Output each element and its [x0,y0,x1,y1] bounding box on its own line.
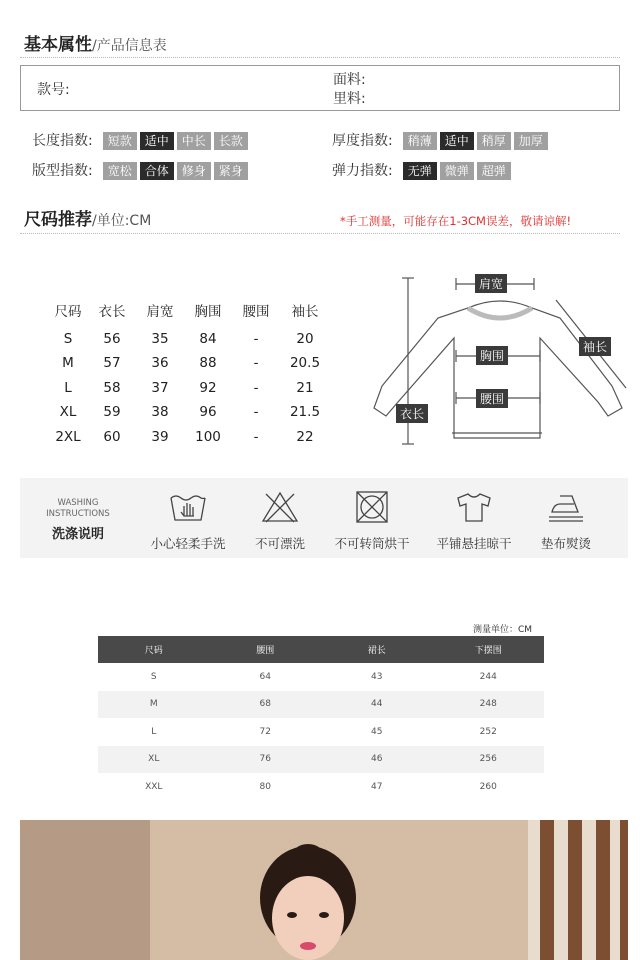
size-table-row [48,327,330,352]
size-cell: 58 [103,379,121,396]
measurement-note: *手工测量，可能存在1-3CM误差，敬请谅解! [340,214,572,228]
fit-index [32,160,251,180]
skirt-cell: 47 [371,781,383,792]
index-option: 紧身 [214,162,248,180]
skirt-cell: 44 [371,699,383,710]
skirt-cell: 43 [371,671,383,682]
size-cell: - [253,379,259,396]
divider [20,57,620,58]
skirt-cell: L [151,726,157,737]
size-cell: 38 [151,404,169,421]
size-table-row [48,351,330,376]
length-index-label: 长度指数: [32,133,93,149]
size-cell: - [253,330,259,347]
skirt-cell: 244 [479,671,497,682]
index-option: 宽松 [103,162,137,180]
wash-item-no-bleach [230,488,330,552]
size-cell: 37 [151,379,169,396]
size-table-row [48,400,330,425]
skirt-size-table [98,636,544,801]
fit-index-label: 版型指数: [32,163,93,179]
size-header-cell: 衣长 [98,304,126,321]
product-info-box [20,65,620,111]
skirt-cell: 260 [479,781,497,792]
size-cell: M [62,355,74,372]
size-title-bold: 尺码推荐 [24,210,92,230]
size-cell: - [253,355,259,372]
thickness-index-options [403,130,551,150]
skirt-cell: 248 [479,699,497,710]
skirt-cell: XXL [145,781,163,792]
skirt-header-cell: 尺码 [144,646,163,656]
wash-item-iron-with-cloth [516,488,616,552]
wash-item-label: 不可转筒烘干 [334,536,410,551]
chest-label: 胸围 [476,346,508,365]
length-label: 衣长 [396,404,428,423]
skirt-cell: S [150,671,157,682]
size-cell: 84 [199,330,217,347]
skirt-table-row [98,746,544,774]
skirt-table-row [98,663,544,691]
skirt-table-header [98,636,544,663]
wash-item-label: 垫布熨烫 [540,536,591,551]
basic-title-bold: 基本属性 [24,35,92,55]
size-cell: 36 [151,355,169,372]
model-photo-image [20,820,628,960]
size-table-row [48,376,330,401]
size-cell: 20 [296,330,314,347]
index-option: 稍薄 [403,132,437,150]
index-option: 合体 [140,162,174,180]
fabric-label: 面料: [333,72,366,88]
size-header-cell: 腰围 [242,304,270,321]
size-header-cell: 肩宽 [146,304,174,321]
size-cell: 60 [103,428,121,445]
size-cell: 96 [199,404,217,421]
no-bleach-icon [260,490,300,524]
skirt-cell: 80 [259,781,271,792]
index-option: 适中 [440,132,474,150]
washing-instructions [20,478,628,558]
skirt-cell: 64 [259,671,271,682]
model-photo [20,820,628,960]
divider [20,233,620,234]
size-header [24,205,151,230]
index-option: 微弹 [440,162,474,180]
skirt-header-cell: 裙长 [367,646,386,656]
size-cell: 57 [103,355,121,372]
size-cell: 20.5 [289,355,321,372]
size-table-header [48,298,330,323]
length-index [32,130,251,150]
size-header-cell: 尺码 [54,304,82,321]
index-option: 超弹 [477,162,511,180]
size-title-light: /单位:CM [92,213,152,229]
wash-item-no-tumble-dry [322,488,422,552]
washing-title-en-2: INSTRUCTIONS [46,509,110,519]
iron-with-cloth-icon [546,490,586,524]
size-cell: 92 [199,379,217,396]
skirt-cell: 68 [259,699,271,710]
size-table-row [48,425,330,450]
style-no-label: 款号: [37,82,70,98]
skirt-header-cell: 腰围 [256,646,275,656]
size-cell: 35 [151,330,169,347]
size-cell: 56 [103,330,121,347]
size-cell: 21.5 [289,404,321,421]
elastic-index-label: 弹力指数: [332,163,393,179]
index-option: 短款 [103,132,137,150]
basic-title-light: /产品信息表 [92,38,167,54]
size-cell: 88 [199,355,217,372]
skirt-cell: 72 [259,726,271,737]
index-option: 中长 [177,132,211,150]
wash-item-flat-dry [424,488,524,552]
thickness-index [332,130,551,150]
washing-title [38,498,118,542]
skirt-unit-note: 测量单位：CM [472,625,532,635]
index-option: 长款 [214,132,248,150]
wash-item-label: 平铺悬挂晾干 [436,536,512,551]
index-option: 加厚 [514,132,548,150]
skirt-cell: 45 [371,726,383,737]
skirt-cell: M [149,699,158,710]
elastic-index [332,160,514,180]
size-cell: 59 [103,404,121,421]
size-cell: 22 [296,428,314,445]
wash-item-hand-wash [138,488,238,552]
size-cell: XL [59,404,77,421]
skirt-cell: XL [148,754,160,765]
size-cell: 39 [151,428,169,445]
size-cell: 100 [195,428,221,445]
thickness-index-label: 厚度指数: [332,133,393,149]
size-cell: L [64,379,72,396]
basic-attributes-header [24,30,167,55]
skirt-cell: 256 [479,754,497,765]
skirt-cell: 252 [479,726,497,737]
waist-label: 腰围 [476,389,508,408]
size-cell: S [63,330,73,347]
fit-index-options [103,160,251,180]
no-tumble-dry-icon [352,490,392,524]
skirt-cell: 76 [259,754,271,765]
size-header-cell: 胸围 [194,304,222,321]
skirt-table-row [98,691,544,719]
size-cell: - [253,428,259,445]
skirt-header-cell: 下摆围 [474,646,502,656]
sleeve-label: 袖长 [579,337,611,356]
size-cell: 2XL [55,428,81,445]
wash-item-label: 小心轻柔手洗 [150,536,226,551]
garment-measure-diagram [360,268,630,458]
skirt-table-row [98,718,544,746]
size-header-cell: 袖长 [291,304,319,321]
skirt-table-row [98,773,544,801]
hand-wash-icon [168,490,208,524]
size-cell: 21 [296,379,314,396]
size-table [48,298,330,449]
shoulder-label: 肩宽 [475,274,507,293]
wash-item-label: 不可漂洗 [254,536,305,551]
index-option: 适中 [140,132,174,150]
lining-label: 里料: [333,91,366,107]
index-option: 修身 [177,162,211,180]
skirt-cell: 46 [371,754,383,765]
washing-title-cn: 洗涤说明 [51,527,104,542]
size-cell: - [253,404,259,421]
length-index-options [103,130,251,150]
washing-title-en-1: WASHING [57,498,99,508]
flat-dry-icon [454,490,494,524]
elastic-index-options [403,160,514,180]
index-option: 稍厚 [477,132,511,150]
index-option: 无弹 [403,162,437,180]
